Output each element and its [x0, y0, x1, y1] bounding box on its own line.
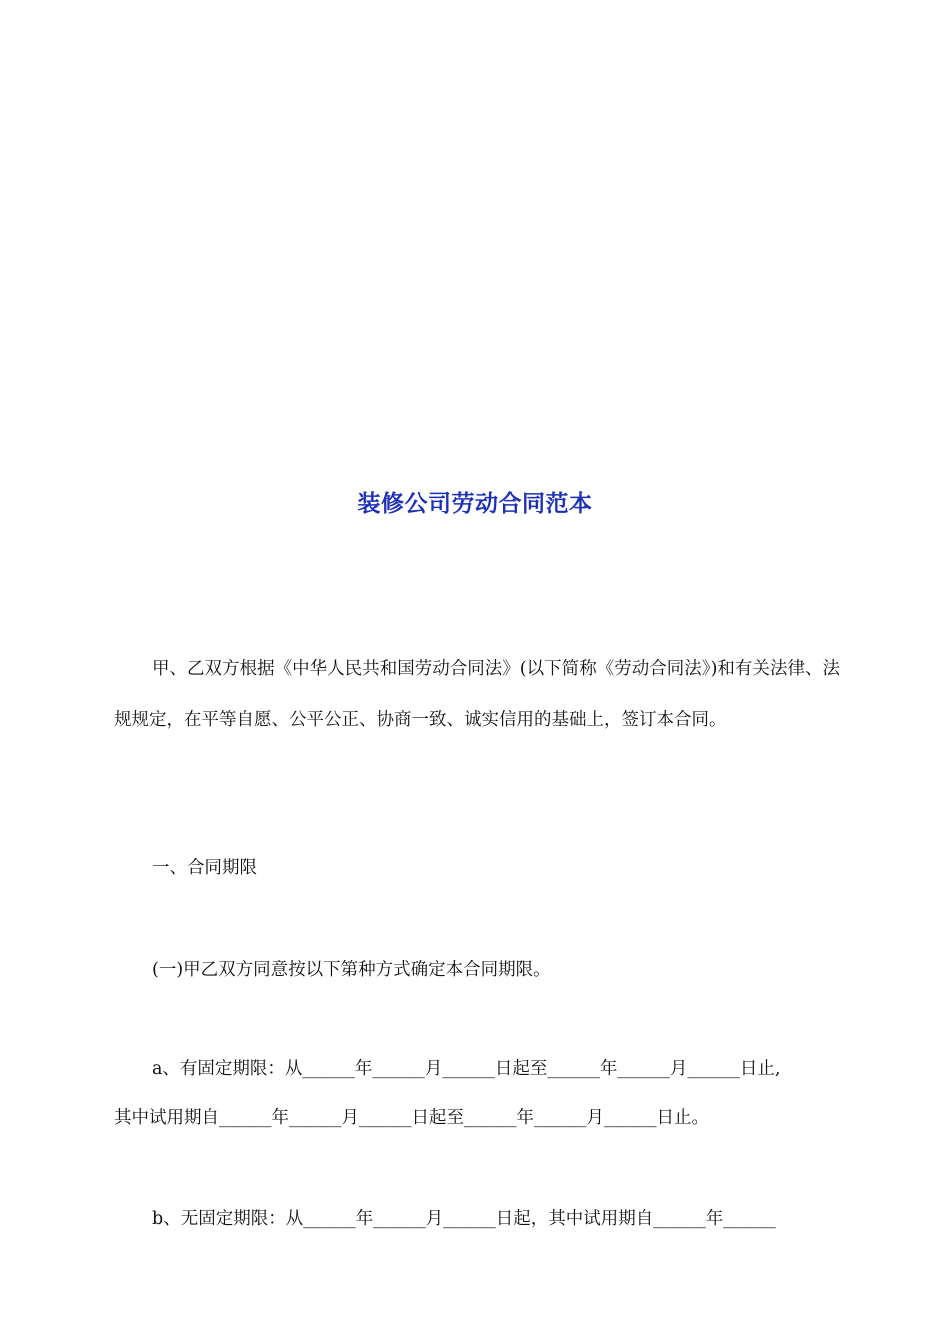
document-title: 装修公司劳动合同范本 — [357, 491, 593, 517]
section-heading-contract-term: 一、合同期限 — [152, 858, 257, 878]
option-b-open-term-line-1: b、无固定期限：从______年______月______日起，其中试用期自______年______ — [152, 1209, 776, 1229]
intro-paragraph: 甲、乙双方根据《中华人民共和国劳动合同法》(以下简称《劳动合同法》)和有关法律、法规规定，在平等自愿、公平公正、协商一致、诚实信用的基础上，签订本合同。 — [114, 659, 840, 730]
option-a-fixed-term-line-1: a、有固定期限：从______年______月______日起至______年______月______日止, — [152, 1059, 781, 1079]
option-a-fixed-term-line-2: 其中试用期自______年______月______日起至______年______月______日止。 — [114, 1108, 709, 1128]
section-item-term-method: (一)甲乙双方同意按以下第种方式确定本合同期限。 — [152, 960, 551, 980]
